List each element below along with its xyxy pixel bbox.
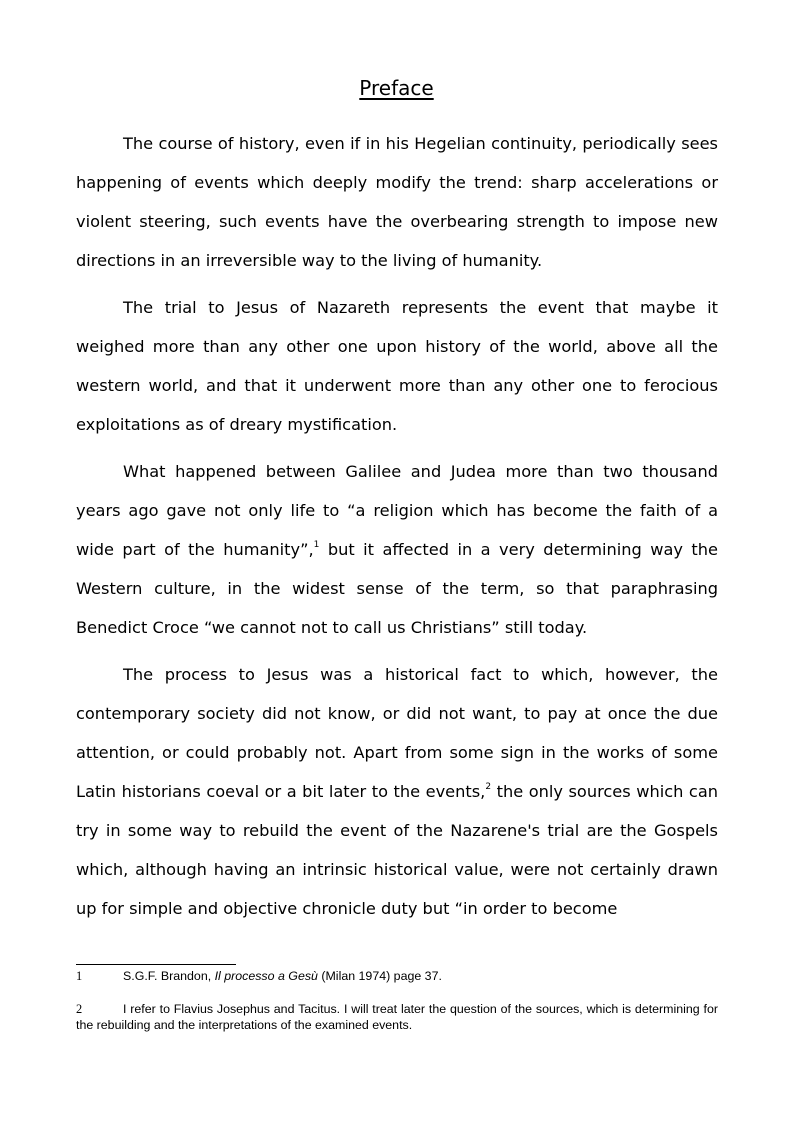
footnotes	[76, 968, 718, 1033]
footnote-number: 2	[76, 1002, 83, 1016]
paragraph-text: but it affected in a very determining way the Western culture, in the widest sense of the term, so that paraphrasing Benedict Croce “we cannot not to call us Christians” still today.	[76, 540, 718, 637]
footnote	[76, 1001, 718, 1033]
paragraph	[76, 655, 718, 928]
footnote-text: (Milan 1974) page 37.	[317, 969, 442, 983]
footnote	[76, 968, 718, 984]
footnote-text: S.G.F. Brandon,	[123, 969, 215, 983]
footnote-title: Il processo a Gesù	[214, 969, 318, 983]
paragraph: The trial to Jesus of Nazareth represents the event that maybe it weighed more than any other one upon history of the world, above all the western world, and that it underwent more than any other one to ferocious exploitations as of dreary mystification.	[76, 298, 718, 434]
footnote-text: I refer to Flavius Josephus and Tacitus. I will treat later the question of the sources, which is determining for the rebuilding and the interpretations of the examined events.	[76, 1002, 718, 1032]
footnote-number: 1	[76, 969, 83, 983]
page-title: Preface	[359, 76, 434, 100]
footnote-reference[interactable]: 1	[313, 540, 320, 550]
body-text	[76, 124, 718, 936]
footnote-reference[interactable]: 2	[485, 782, 492, 792]
paragraph	[76, 452, 718, 647]
paragraph-text: What happened between Galilee and Judea more than two thousand years ago gave not only life to “a religion which has become the faith of a wide part of the humanity”,	[76, 462, 718, 559]
paragraph-text: The process to Jesus was a historical fact to which, however, the contemporary society did not know, or did not want, to pay at once the due attention, or could probably not. Apart from some sign in the works of some Latin historians coeval or a bit later to the events,	[76, 665, 718, 801]
paragraph-text: the only sources which can try in some way to rebuild the event of the Nazarene's trial are the Gospels which, although having an intrinsic historical value, were not certainly drawn up for simple and objective chronicle duty but “in order to become	[76, 782, 718, 918]
paragraph: The course of history, even if in his Hegelian continuity, periodically sees happening of events which deeply modify the trend: sharp accelerations or violent steering, such events have the overbearing strength to impose new directions in an irreversible way to the living of humanity.	[76, 134, 718, 270]
footnote-separator	[76, 964, 236, 965]
